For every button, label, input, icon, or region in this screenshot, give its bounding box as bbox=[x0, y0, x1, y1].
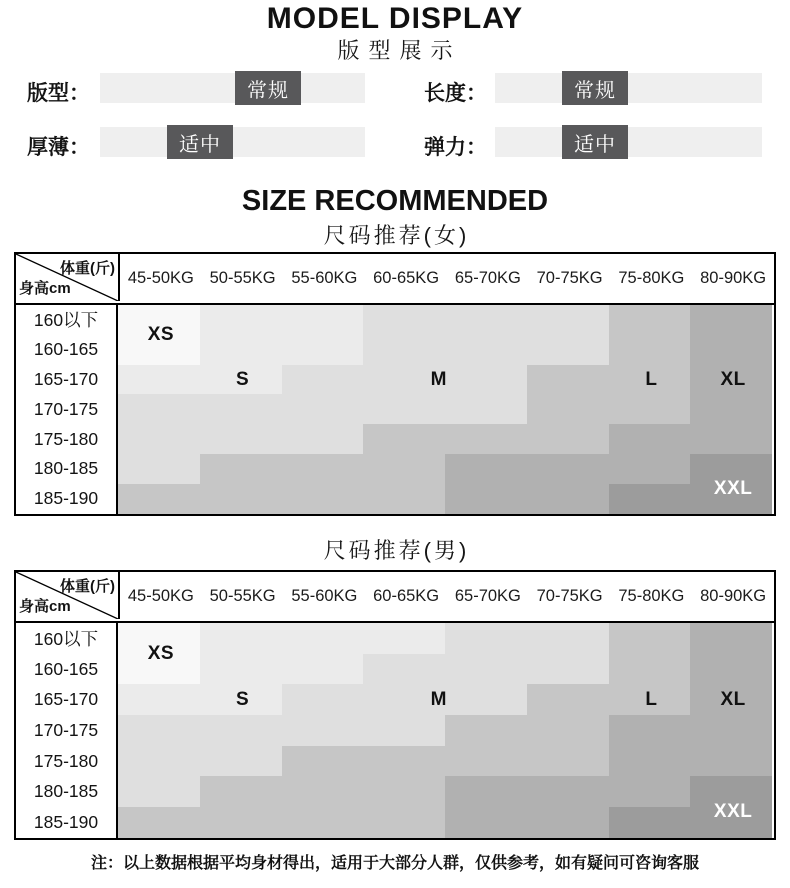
weight-col-header: 45-50KG bbox=[127, 269, 194, 287]
size-zone-cell-m bbox=[118, 394, 200, 424]
size-zone-cell-l bbox=[363, 454, 445, 484]
size-zone-cell-m bbox=[282, 424, 364, 454]
size-zone-cell-s bbox=[363, 623, 445, 654]
size-zone-cell-l bbox=[445, 746, 527, 777]
size-zone-cell-m bbox=[363, 305, 445, 335]
size-zone-cell-m bbox=[282, 684, 364, 715]
size-zone-cell-l bbox=[282, 746, 364, 777]
size-zone-cell-xl bbox=[690, 623, 772, 654]
size-zone-cell-s bbox=[282, 623, 364, 654]
size-zone-cell-m bbox=[527, 335, 609, 365]
size-zone-cell-l bbox=[363, 424, 445, 454]
female-table-body bbox=[16, 305, 774, 514]
size-zone-cell-l bbox=[363, 776, 445, 807]
size-zone-cell-s bbox=[118, 365, 200, 395]
weight-col-header: 75-80KG bbox=[618, 269, 685, 287]
size-zone-cell-l bbox=[282, 454, 364, 484]
size-zone-cell-l bbox=[363, 484, 445, 514]
weight-col-header: 45-50KG bbox=[127, 587, 194, 605]
size-zone-cell-m bbox=[118, 776, 200, 807]
size-zone-cell-l bbox=[527, 746, 609, 777]
attr-label-stretch: 弹力： bbox=[424, 136, 487, 159]
size-zone-cell-m bbox=[363, 335, 445, 365]
size-zone-cell-xl bbox=[527, 454, 609, 484]
size-zone-cell-xxl bbox=[609, 807, 691, 838]
size-zone-cell-m bbox=[363, 715, 445, 746]
weight-header-row bbox=[120, 572, 774, 621]
height-row-label: 185-190 bbox=[16, 484, 118, 514]
size-zone-cell-l bbox=[445, 715, 527, 746]
weight-col-header: 55-60KG bbox=[291, 587, 358, 605]
size-zone-cell-m bbox=[118, 454, 200, 484]
size-zone-cell-xl bbox=[690, 305, 772, 335]
footer-note: 注：以上数据根据平均身材得出，适用于大部分人群，仅供参考，如有疑问可咨询客服 bbox=[90, 855, 699, 872]
size-zone-cell-s bbox=[200, 623, 282, 654]
size-zone-cell-xl bbox=[690, 394, 772, 424]
height-row-label: 160以下 bbox=[16, 623, 118, 654]
fit-value-chip: 常规 bbox=[235, 71, 301, 105]
male-table-title: 尺码推荐(男) bbox=[323, 538, 470, 563]
size-zone-cell-l bbox=[527, 365, 609, 395]
size-label-m: M bbox=[430, 688, 447, 710]
height-row-label: 170-175 bbox=[16, 715, 118, 746]
size-zone-cell-s bbox=[118, 684, 200, 715]
weight-header-row bbox=[120, 254, 774, 303]
height-row-label: 160以下 bbox=[16, 305, 118, 335]
size-zone-cell-s bbox=[282, 335, 364, 365]
corner-cell bbox=[16, 572, 120, 619]
male-table-body bbox=[16, 623, 774, 838]
weight-col-header: 65-70KG bbox=[454, 587, 521, 605]
size-zone-cell-s bbox=[200, 654, 282, 685]
height-row-label: 160-165 bbox=[16, 654, 118, 685]
size-zone-cell-m bbox=[445, 654, 527, 685]
thickness-bar bbox=[100, 127, 365, 157]
size-zone-cell-m bbox=[445, 623, 527, 654]
weight-col-header: 70-75KG bbox=[536, 269, 603, 287]
size-zone-cell-l bbox=[527, 394, 609, 424]
height-row-label: 160-165 bbox=[16, 335, 118, 365]
size-zone-cell-l bbox=[200, 454, 282, 484]
size-zone-cell-m bbox=[118, 746, 200, 777]
male-size-table bbox=[14, 570, 776, 840]
size-zone-cell-m bbox=[363, 654, 445, 685]
size-label-xs: XS bbox=[147, 323, 175, 345]
size-zone-cell-m bbox=[282, 715, 364, 746]
weight-col-header: 55-60KG bbox=[291, 269, 358, 287]
size-zone-cell-xl bbox=[609, 454, 691, 484]
size-label-l: L bbox=[645, 688, 658, 710]
size-label-xs: XS bbox=[147, 642, 175, 664]
size-zone-cell-m bbox=[282, 394, 364, 424]
length-bar bbox=[495, 73, 762, 103]
size-zone-cell-m bbox=[445, 335, 527, 365]
corner-height-label: 身高cm bbox=[19, 280, 71, 297]
size-zone-cell-xl bbox=[609, 424, 691, 454]
corner-height-label: 身高cm bbox=[19, 598, 71, 615]
weight-col-header: 65-70KG bbox=[454, 269, 521, 287]
weight-col-header: 70-75KG bbox=[536, 587, 603, 605]
weight-col-header: 80-90KG bbox=[700, 269, 767, 287]
size-zone-cell-m bbox=[282, 365, 364, 395]
size-zone-cell-l bbox=[527, 715, 609, 746]
stretch-bar bbox=[495, 127, 762, 157]
size-zone-cell-xl bbox=[445, 776, 527, 807]
size-zone-cell-l bbox=[363, 807, 445, 838]
size-zone-cell-m bbox=[445, 365, 527, 395]
size-label-xl: XL bbox=[720, 688, 746, 710]
weight-col-header: 60-65KG bbox=[373, 587, 440, 605]
height-row-label: 175-180 bbox=[16, 424, 118, 454]
female-table-header bbox=[16, 254, 774, 305]
size-zone-cell-xl bbox=[690, 654, 772, 685]
corner-weight-label: 体重(斤) bbox=[60, 578, 115, 595]
height-row-label: 170-175 bbox=[16, 394, 118, 424]
size-zone-cell-xl bbox=[609, 776, 691, 807]
height-row-label: 180-185 bbox=[16, 454, 118, 484]
size-label-s: S bbox=[236, 368, 250, 390]
size-label-l: L bbox=[645, 368, 658, 390]
weight-col-header: 60-65KG bbox=[373, 269, 440, 287]
size-label-m: M bbox=[430, 368, 447, 390]
size-label-xl: XL bbox=[720, 368, 746, 390]
weight-col-header: 75-80KG bbox=[618, 587, 685, 605]
size-zone-cell-m bbox=[200, 394, 282, 424]
size-zone-cell-xl bbox=[445, 484, 527, 514]
size-zone-cell-m bbox=[445, 394, 527, 424]
size-zone-cell-m bbox=[118, 715, 200, 746]
size-zone-cell-xl bbox=[527, 776, 609, 807]
female-table-title: 尺码推荐(女) bbox=[323, 223, 470, 248]
size-zone-cell-l bbox=[609, 654, 691, 685]
size-zone-cell-m bbox=[527, 654, 609, 685]
size-zone-cell-l bbox=[527, 424, 609, 454]
fit-bar bbox=[100, 73, 365, 103]
size-zone-cell-s bbox=[282, 305, 364, 335]
size-zone-cell-xl bbox=[690, 424, 772, 454]
size-zone-cell-xl bbox=[527, 807, 609, 838]
size-zone-cell-s bbox=[200, 305, 282, 335]
female-size-table bbox=[14, 252, 776, 516]
size-zone-cell-l bbox=[609, 394, 691, 424]
male-table-header bbox=[16, 572, 774, 623]
size-zone-cell-l bbox=[118, 484, 200, 514]
page-title: MODEL DISPLAY bbox=[266, 2, 524, 35]
attr-label-length: 长度： bbox=[424, 82, 487, 105]
size-zone-cell-l bbox=[118, 807, 200, 838]
size-zone-cell-l bbox=[200, 484, 282, 514]
size-zone-cell-s bbox=[200, 335, 282, 365]
weight-col-header: 50-55KG bbox=[209, 269, 276, 287]
size-label-s: S bbox=[236, 688, 250, 710]
size-recommended-title: SIZE RECOMMENDED bbox=[241, 185, 549, 217]
weight-col-header: 50-55KG bbox=[209, 587, 276, 605]
size-zone-cell-l bbox=[609, 623, 691, 654]
length-value-chip: 常规 bbox=[562, 71, 628, 105]
height-row-label: 185-190 bbox=[16, 807, 118, 838]
size-zone-cell-s bbox=[282, 654, 364, 685]
size-zone-cell-xl bbox=[527, 484, 609, 514]
size-zone-cell-l bbox=[282, 807, 364, 838]
corner-weight-label: 体重(斤) bbox=[60, 260, 115, 277]
size-zone-cell-m bbox=[200, 715, 282, 746]
weight-col-header: 80-90KG bbox=[700, 587, 767, 605]
page-subtitle: 版型展示 bbox=[337, 38, 462, 63]
height-row-label: 175-180 bbox=[16, 746, 118, 777]
attr-label-fit: 版型： bbox=[27, 82, 90, 105]
size-zone-cell-l bbox=[200, 776, 282, 807]
size-zone-cell-xxl bbox=[609, 484, 691, 514]
size-zone-cell-l bbox=[609, 305, 691, 335]
attr-label-thickness: 厚薄： bbox=[27, 136, 90, 159]
size-zone-cell-l bbox=[200, 807, 282, 838]
size-zone-cell-m bbox=[363, 394, 445, 424]
thickness-value-chip: 适中 bbox=[167, 125, 233, 159]
size-zone-cell-m bbox=[200, 424, 282, 454]
size-zone-cell-xl bbox=[445, 454, 527, 484]
corner-cell bbox=[16, 254, 120, 301]
size-label-xxl: XXL bbox=[713, 477, 753, 499]
size-zone-cell-xl bbox=[690, 746, 772, 777]
size-zone-cell-m bbox=[527, 305, 609, 335]
size-zone-cell-m bbox=[527, 623, 609, 654]
size-zone-cell-l bbox=[445, 424, 527, 454]
size-zone-cell-m bbox=[200, 746, 282, 777]
size-zone-cell-l bbox=[282, 484, 364, 514]
size-zone-cell-xl bbox=[609, 746, 691, 777]
size-label-xxl: XXL bbox=[713, 801, 753, 823]
stretch-value-chip: 适中 bbox=[562, 125, 628, 159]
size-zone-cell-l bbox=[609, 335, 691, 365]
height-row-label: 165-170 bbox=[16, 684, 118, 715]
size-zone-cell-xl bbox=[690, 715, 772, 746]
size-zone-cell-xl bbox=[445, 807, 527, 838]
size-zone-cell-xl bbox=[609, 715, 691, 746]
size-zone-cell-l bbox=[282, 776, 364, 807]
size-zone-cell-m bbox=[445, 684, 527, 715]
size-zone-cell-xl bbox=[690, 335, 772, 365]
size-zone-cell-l bbox=[527, 684, 609, 715]
height-row-label: 180-185 bbox=[16, 776, 118, 807]
size-zone-cell-m bbox=[445, 305, 527, 335]
size-zone-cell-l bbox=[363, 746, 445, 777]
size-zone-cell-m bbox=[118, 424, 200, 454]
height-row-label: 165-170 bbox=[16, 365, 118, 395]
